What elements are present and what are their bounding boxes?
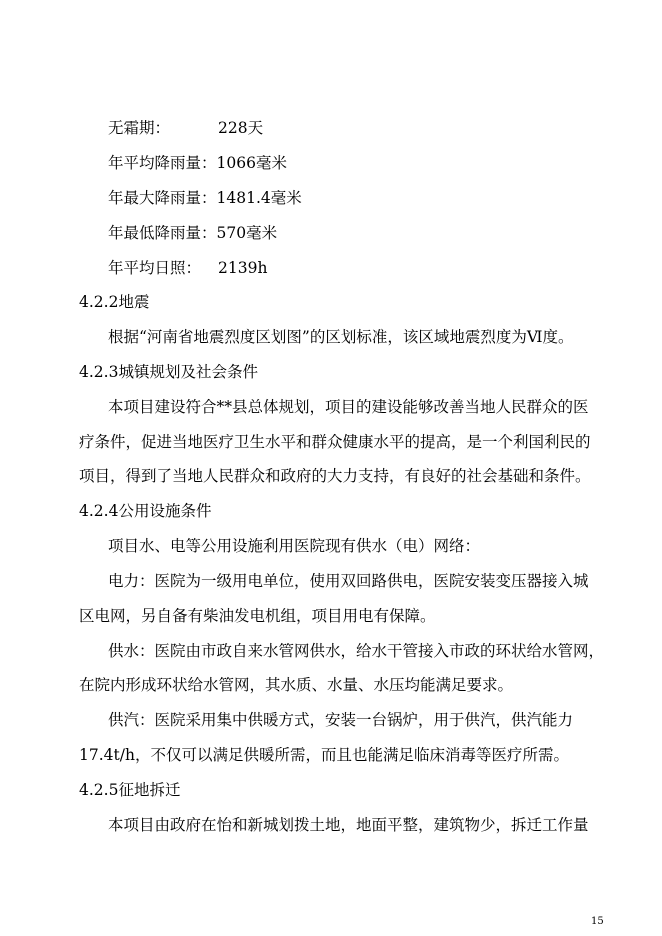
max-rainfall-row: [108, 188, 302, 208]
frost-free-row: [108, 118, 264, 138]
earthquake-paragraph: 根据“河南省地震烈度区划图”的区划标准，该区域地震烈度为Ⅵ度。: [108, 328, 574, 346]
planning-line-2: 疗条件，促进当地医疗卫生水平和群众健康水平的提高，是一个利国利民的: [79, 433, 591, 451]
sunshine-value: 2139h: [218, 259, 268, 277]
min-rainfall-value: 570毫米: [216, 224, 278, 242]
avg-rainfall-row: [108, 153, 287, 173]
frost-free-label: 无霜期：: [108, 119, 171, 137]
steam-line-1: 供汽：医院采用集中供暖方式，安装一台锅炉，用于供汽，供汽能力: [108, 711, 574, 729]
section-heading-land: 4.2.5征地拆迁: [79, 781, 181, 799]
section-heading-earthquake: 4.2.2地震: [79, 293, 150, 311]
sunshine-label: 年平均日照：: [108, 259, 202, 277]
sunshine-row: [108, 258, 268, 278]
max-rainfall-label: 年最大降雨量：: [108, 189, 217, 207]
power-line-2: 区电网，另自备有柴油发电机组，项目用电有保障。: [79, 607, 436, 625]
power-line-1: 电力：医院为一级用电单位，使用双回路供电，医院安装变压器接入城: [108, 572, 589, 590]
water-line-1: 供水：医院由市政自来水管网供水，给水干管接入市政的环状给水管网，: [108, 642, 605, 660]
page-number: 15: [591, 916, 604, 927]
section-heading-utilities: 4.2.4公用设施条件: [79, 502, 212, 520]
max-rainfall-value: 1481.4毫米: [216, 189, 302, 207]
water-line-2: 在院内形成环状给水管网，其水质、水量、水压均能满足要求。: [79, 676, 514, 694]
section-heading-planning: 4.2.3城镇规划及社会条件: [79, 363, 258, 381]
min-rainfall-label: 年最低降雨量：: [108, 224, 217, 242]
planning-line-1: 本项目建设符合**县总体规划，项目的建设能够改善当地人民群众的医: [108, 398, 589, 416]
frost-free-value: 228天: [218, 119, 264, 137]
land-line-1: 本项目由政府在怡和新城划拨土地，地面平整，建筑物少，拆迁工作量: [108, 816, 589, 834]
min-rainfall-row: [108, 223, 277, 243]
planning-line-3: 项目，得到了当地人民群众和政府的大力支持，有良好的社会基础和条件。: [79, 467, 591, 485]
avg-rainfall-label: 年平均降雨量：: [108, 154, 217, 172]
avg-rainfall-value: 1066毫米: [216, 154, 287, 172]
utilities-intro: 项目水、电等公用设施利用医院现有供水（电）网络：: [108, 537, 481, 555]
steam-line-2: 17.4t/h，不仅可以满足供暖所需，而且也能满足临床消毒等医疗所需。: [79, 746, 569, 764]
